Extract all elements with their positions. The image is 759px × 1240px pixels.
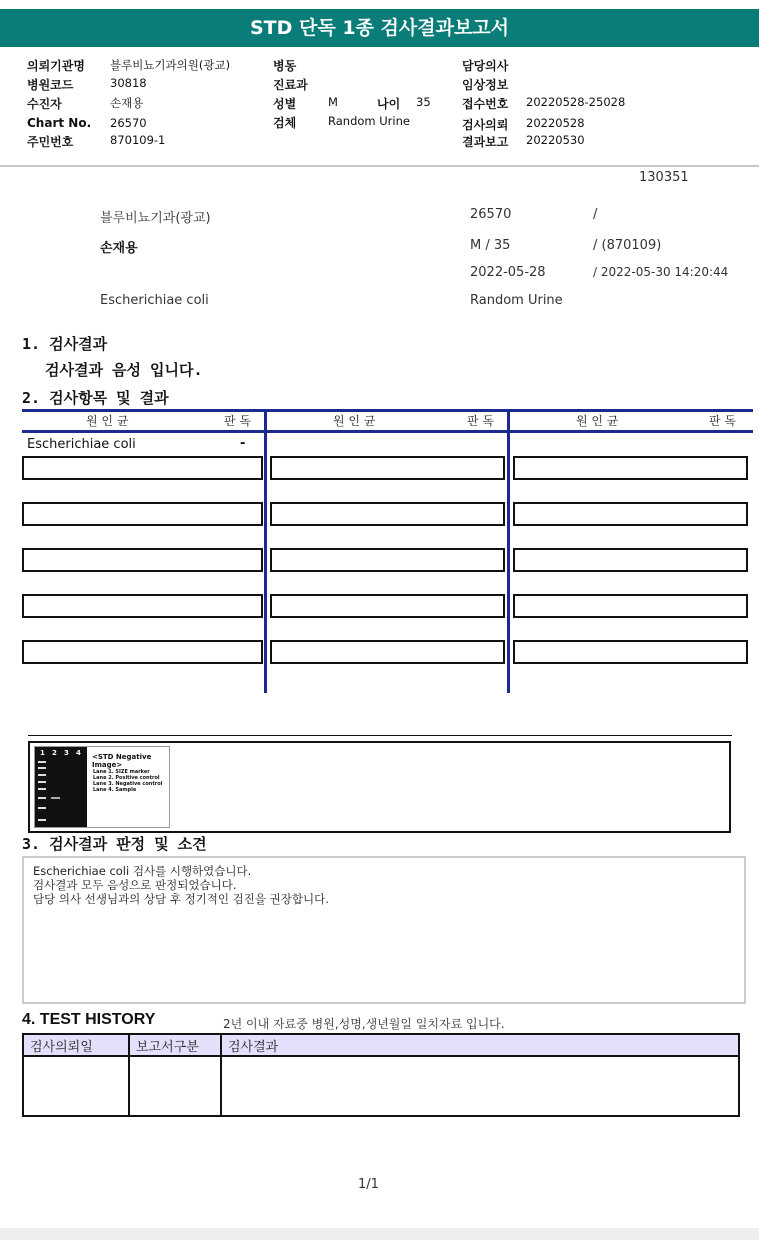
hospital-code-label: 병원코드 — [27, 78, 74, 92]
gel-lanes-area — [35, 747, 87, 827]
header-divider — [0, 165, 759, 167]
report-date-label: 결과보고 — [462, 135, 509, 149]
resident-value: 870109-1 — [110, 133, 166, 147]
col1-pathogen-header: 원 인 균 — [86, 414, 129, 428]
patient-value: 손재용 — [110, 96, 144, 110]
history-note: 2년 이내 자료중 병원,성명,생년월일 일치자료 입니다. — [223, 1017, 505, 1031]
age-value: 35 — [416, 95, 431, 109]
table-header-rule — [22, 430, 753, 433]
receipt-no-value: 20220528-25028 — [526, 95, 626, 109]
gel-legend-item: Lane 1. SIZE marker — [93, 769, 150, 775]
institution-label: 의뢰기관명 — [27, 59, 85, 73]
marker-band — [38, 807, 46, 809]
info-sex-age: M / 35 — [470, 238, 511, 253]
sex-value: M — [328, 95, 338, 109]
result-cell — [22, 594, 263, 618]
lane-label: 4 — [76, 749, 81, 757]
lane-label: 1 — [40, 749, 45, 757]
receipt-no-label: 접수번호 — [462, 97, 509, 111]
info-test: Escherichiae coli — [100, 293, 209, 308]
result-cell — [513, 502, 748, 526]
result-cell — [270, 594, 505, 618]
result-row-pathogen: Escherichiae coli — [27, 437, 136, 452]
image-top-rule — [28, 735, 732, 736]
sex-label: 성별 — [273, 97, 297, 111]
history-cell — [23, 1056, 129, 1116]
opinion-line: 검사결과 모두 음성으로 판정되었습니다. — [33, 878, 237, 892]
result-cell — [513, 456, 748, 480]
lane-label: 3 — [64, 749, 69, 757]
gel-image-title: <STD Negative Image> — [92, 753, 152, 769]
resident-label: 주민번호 — [27, 135, 74, 149]
col2-result-header: 판 독 — [467, 414, 494, 428]
result-cell — [22, 640, 263, 664]
marker-band — [38, 767, 46, 769]
marker-band — [38, 788, 46, 790]
positive-control-band — [51, 797, 60, 799]
hospital-code-value: 30818 — [110, 76, 147, 90]
section1-title: 1. 검사결과 — [22, 335, 108, 353]
info-date-reported: / 2022-05-30 14:20:44 — [593, 265, 729, 279]
history-col-report-type: 보고서구분 — [129, 1034, 221, 1056]
result-cell — [22, 548, 263, 572]
marker-band — [38, 819, 46, 821]
request-value: 20220528 — [526, 116, 585, 130]
opinion-box — [22, 856, 746, 1004]
col3-result-header: 판 독 — [709, 414, 736, 428]
table-row — [23, 1056, 739, 1116]
clinical-label: 임상정보 — [462, 78, 509, 92]
report-title: STD 단독 1종 검사결과보고서 — [0, 9, 759, 47]
info-slash: / — [593, 207, 598, 222]
opinion-line: Escherichiae coli 검사를 시행하였습니다. — [33, 864, 252, 878]
marker-band — [38, 774, 46, 776]
history-cell — [221, 1056, 739, 1116]
col3-pathogen-header: 원 인 균 — [576, 414, 619, 428]
result-cell — [22, 456, 263, 480]
patient-label: 수진자 — [27, 97, 62, 111]
age-label: 나이 — [377, 97, 401, 111]
request-label: 검사의뢰 — [462, 118, 509, 132]
history-cell — [129, 1056, 221, 1116]
lane-label: 2 — [52, 749, 57, 757]
info-name: 손재용 — [100, 241, 138, 256]
gel-electrophoresis-image — [34, 746, 170, 828]
marker-band — [38, 797, 46, 799]
result-row-reading: - — [240, 436, 246, 451]
section3-title: 3. 검사결과 판정 및 소견 — [22, 835, 207, 853]
test-history-table — [22, 1033, 740, 1117]
marker-band — [38, 781, 46, 783]
gel-legend-item: Lane 3. Negative control — [93, 781, 163, 787]
doctor-label: 담당의사 — [462, 59, 509, 73]
info-specimen: Random Urine — [470, 293, 563, 308]
result-cell — [270, 456, 505, 480]
result-cell — [270, 548, 505, 572]
result-cell — [513, 594, 748, 618]
section4-title: 4. TEST HISTORY — [22, 1011, 156, 1028]
result-cell — [22, 502, 263, 526]
info-date-received: 2022-05-28 — [470, 265, 546, 280]
col2-pathogen-header: 원 인 균 — [333, 414, 376, 428]
info-clinic: 블루비뇨기과(광교) — [100, 211, 211, 226]
history-col-result: 검사결과 — [221, 1034, 739, 1056]
page-number: 1/1 — [358, 1177, 379, 1192]
result-cell — [513, 548, 748, 572]
section2-title: 2. 검사항목 및 결과 — [22, 389, 169, 407]
table-top-rule — [22, 409, 753, 412]
info-birth: / (870109) — [593, 238, 662, 253]
gel-legend-item: Lane 4. Sample — [93, 787, 137, 793]
column-divider-1 — [264, 409, 267, 693]
ward-label: 병동 — [273, 59, 297, 73]
column-divider-2 — [507, 409, 510, 693]
institution-value: 블루비뇨기과의원(광교) — [110, 58, 231, 72]
dept-label: 진료과 — [273, 78, 308, 92]
opinion-line: 담당 의사 선생님과의 상담 후 정기적인 검진을 권장합니다. — [33, 892, 329, 906]
specimen-label: 검체 — [273, 116, 297, 130]
footer-bar — [0, 1228, 759, 1240]
report-date-value: 20220530 — [526, 133, 585, 147]
result-cell — [270, 502, 505, 526]
history-col-request-date: 검사의뢰일 — [23, 1034, 129, 1056]
gel-legend-item: Lane 2. Positive control — [93, 775, 160, 781]
result-cell — [270, 640, 505, 664]
chart-label: Chart No. — [27, 116, 92, 130]
specimen-value: Random Urine — [328, 114, 410, 128]
report-code: 130351 — [639, 170, 689, 185]
col1-result-header: 판 독 — [224, 414, 251, 428]
section1-result: 검사결과 음성 입니다. — [45, 361, 203, 379]
info-chart: 26570 — [470, 207, 512, 222]
chart-value: 26570 — [110, 116, 147, 130]
marker-band — [38, 761, 46, 763]
result-cell — [513, 640, 748, 664]
